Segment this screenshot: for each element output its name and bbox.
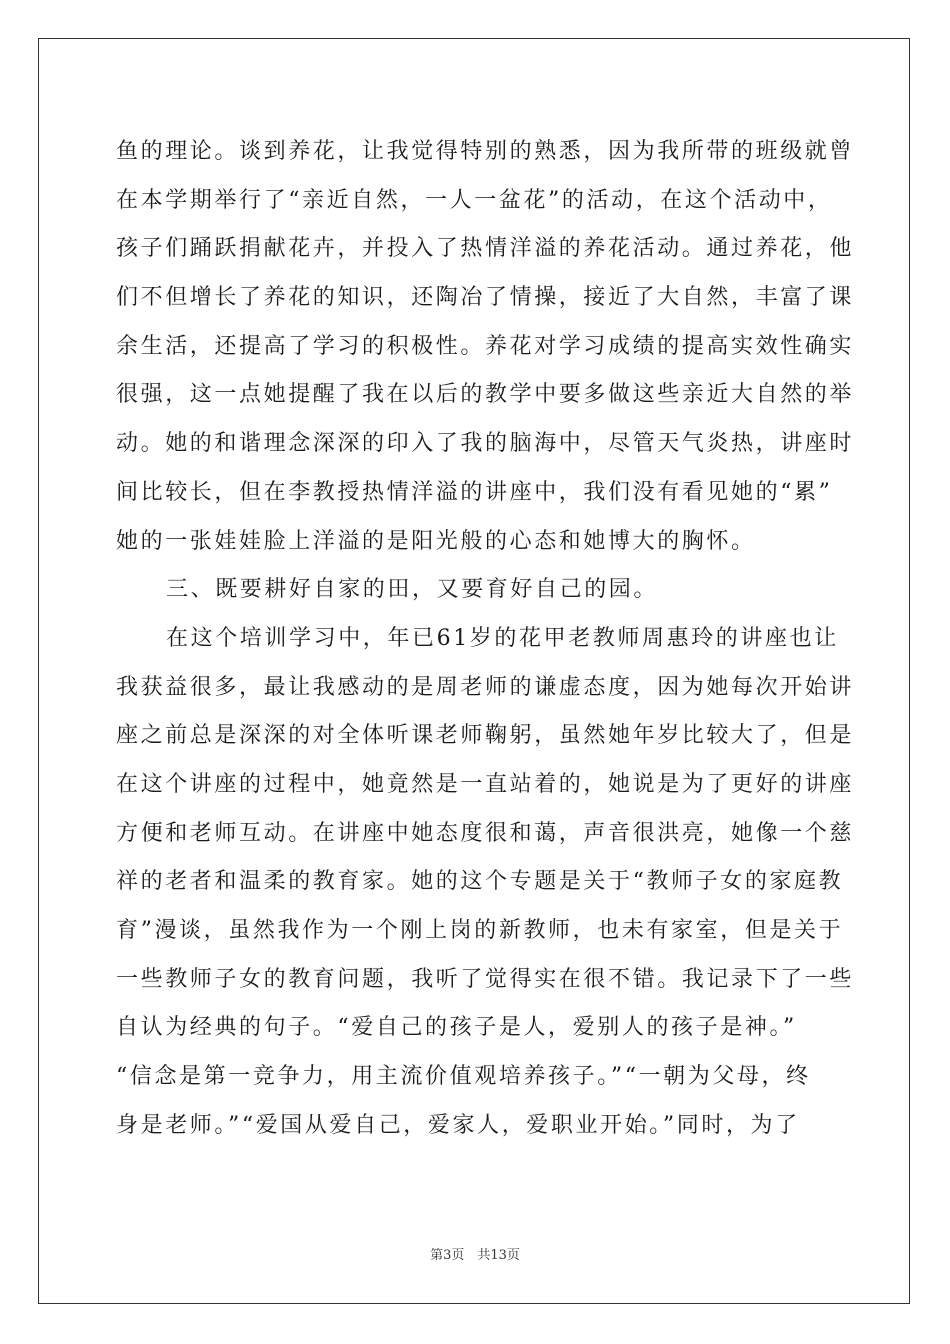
text-line: 间比较长，但在李教授热情洋溢的讲座中，我们没有看见她的“累” bbox=[116, 479, 833, 505]
text-line: 育”漫谈，虽然我作为一个刚上岗的新教师，也未有家室，但是关于 bbox=[116, 918, 844, 943]
text-line: 动。她的和谐理念深深的印入了我的脑海中，尽管天气炎热，讲座时 bbox=[116, 431, 855, 457]
document-body bbox=[116, 128, 855, 1150]
text-line: 她的一张娃娃脸上洋溢的是阳光般的心态和她博大的胸怀。 bbox=[116, 528, 756, 554]
text-line: 身是老师。”“爱国从爱自己，爱家人，爱职业开始。”同时，为了 bbox=[116, 1112, 800, 1138]
text-line: 余生活，还提高了学习的积极性。养花对学习成绩的提高实效性确实 bbox=[116, 333, 855, 359]
paragraph-start: 在这个培训学习中，年已61岁的花甲老教师周惠玲的讲座也让 bbox=[166, 625, 839, 651]
text-line: 在本学期举行了“亲近自然，一人一盆花”的活动，在这个活动中， bbox=[116, 187, 833, 213]
text-line: 在这个讲座的过程中，她竟然是一直站着的，她说是为了更好的讲座 bbox=[116, 771, 855, 797]
text-line: 祥的老者和温柔的教育家。她的这个专题是关于“教师子女的家庭教 bbox=[116, 869, 844, 895]
text-line: 很强，这一点她提醒了我在以后的教学中要多做这些亲近大自然的举 bbox=[116, 382, 855, 408]
text-line: “信念是第一竞争力，用主流价值观培养孩子。”“一朝为父母，终 bbox=[116, 1064, 811, 1090]
page-number-footer: 第3页 共13页 bbox=[430, 1248, 520, 1263]
section-heading: 三、既要耕好自家的田，又要育好自己的园。 bbox=[166, 577, 659, 603]
text-line: 方便和老师互动。在讲座中她态度很和蔼，声音很洪亮，她像一个慈 bbox=[116, 820, 855, 846]
text-line: 我获益很多，最让我感动的是周老师的谦虚态度，因为她每次开始讲 bbox=[116, 674, 855, 700]
text-line: 自认为经典的句子。“爱自己的孩子是人，爱别人的孩子是神。” bbox=[116, 1015, 797, 1041]
text-line: 们不但增长了养花的知识，还陶冶了情操，接近了大自然，丰富了课 bbox=[116, 285, 855, 311]
text-line: 孩子们踊跃捐献花卉，并投入了热情洋溢的养花活动。通过养花，他 bbox=[116, 236, 855, 262]
text-line: 座之前总是深深的对全体听课老师鞠躬，虽然她年岁比较大了，但是 bbox=[116, 723, 855, 749]
text-line: 鱼的理论。谈到养花，让我觉得特别的熟悉，因为我所带的班级就曾 bbox=[116, 139, 855, 164]
text-line: 一些教师子女的教育问题，我听了觉得实在很不错。我记录下了一些 bbox=[116, 966, 855, 992]
